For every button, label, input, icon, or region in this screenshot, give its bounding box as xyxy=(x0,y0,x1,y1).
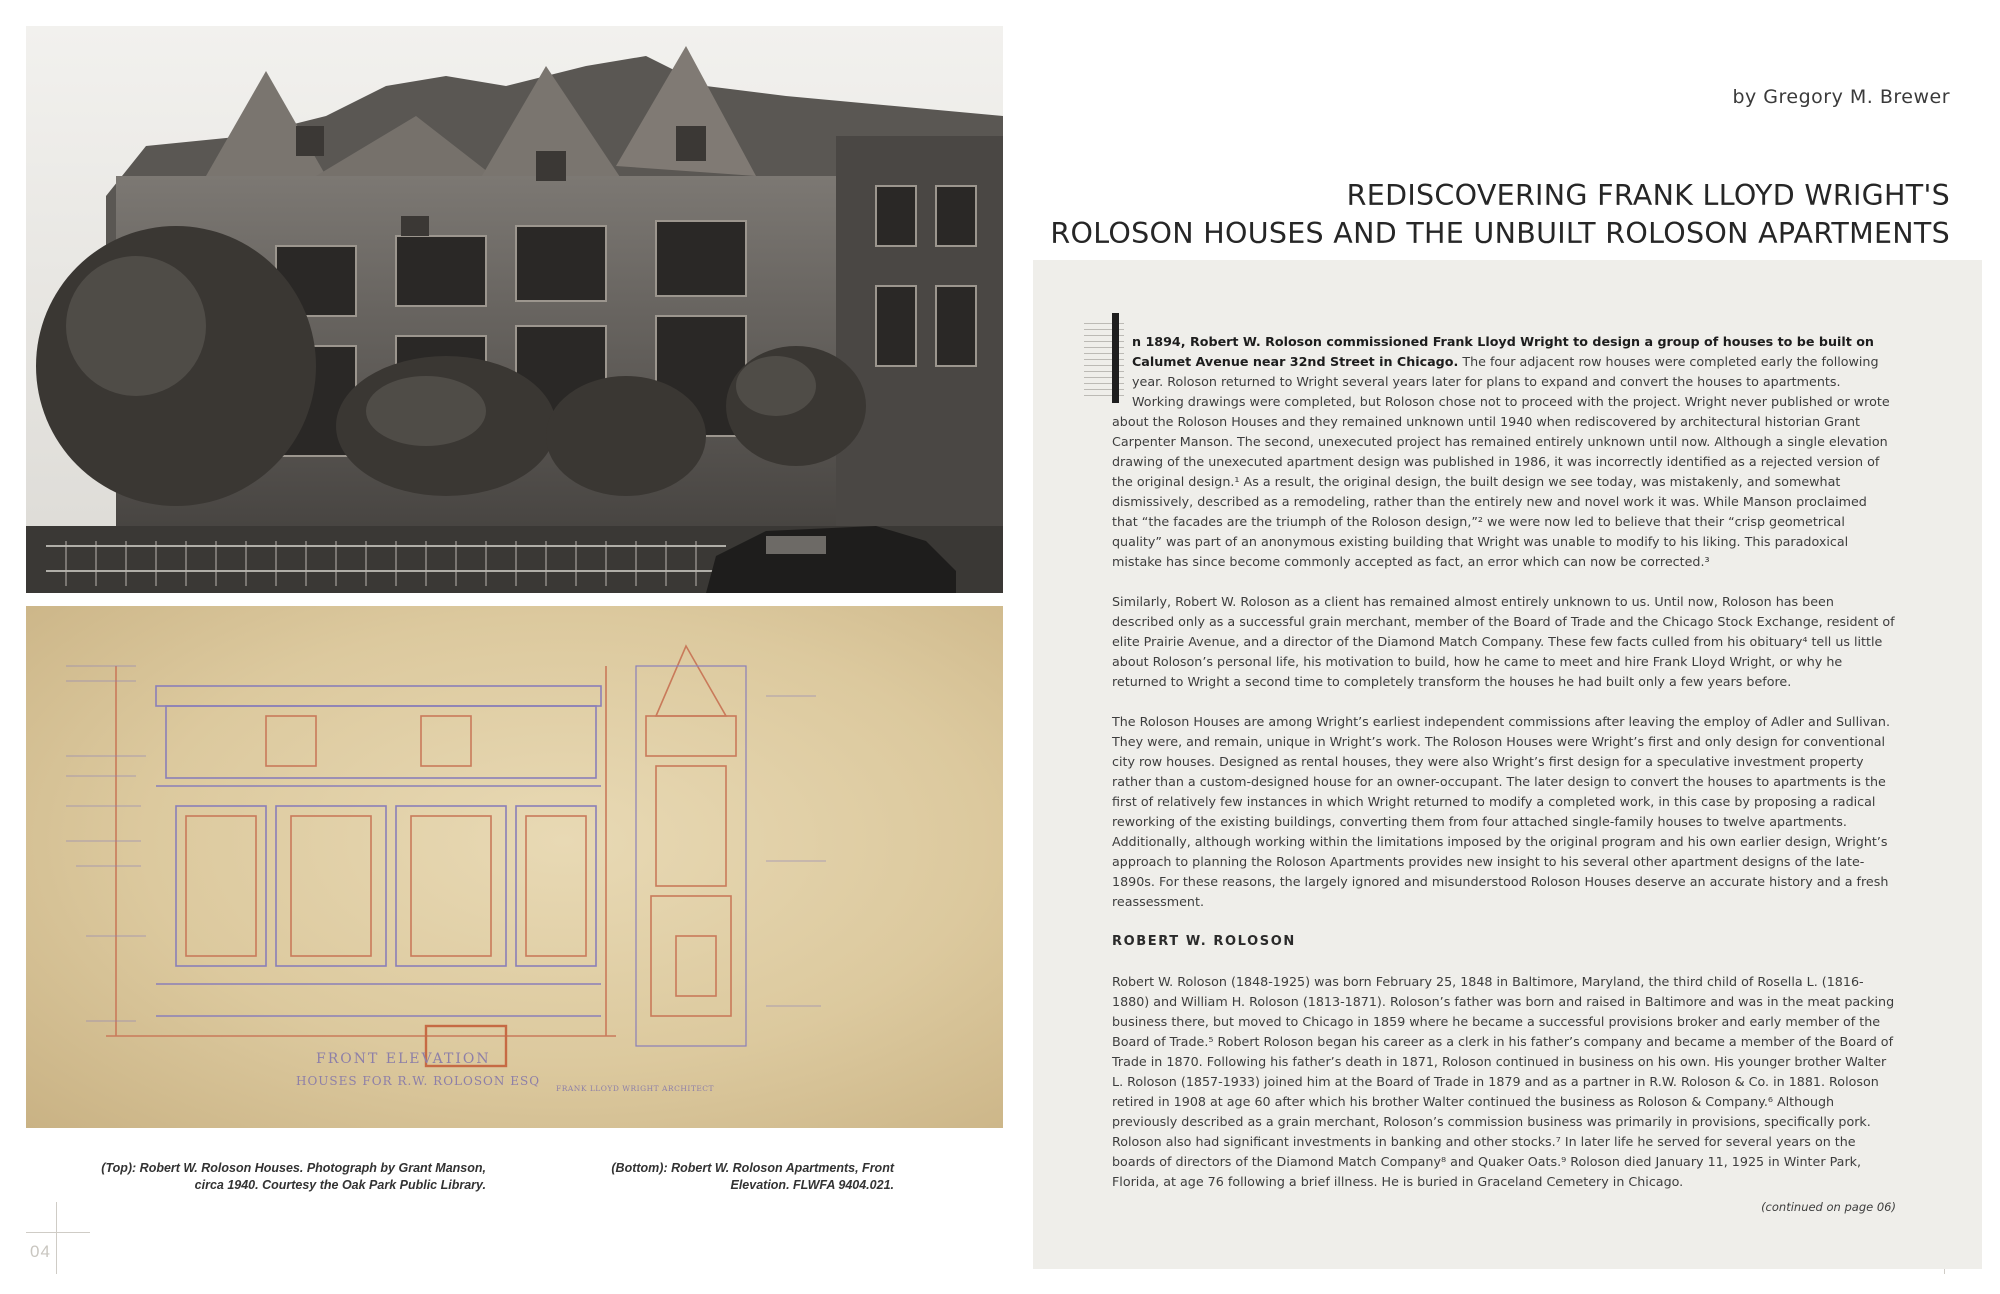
paragraph-4: Robert W. Roloson (1848-1925) was born February 25, 1848 in Baltimore, Maryland, the third child of Rosella L. (1816-1880) and William H. Roloson (1813-1871). Roloson’s father was born and raised in Baltimore and was in the meat packing business there, but moved to Chicago in 1859 where he became a successful provisions broker and early member of the Board of Trade.⁵ Robert Roloson began his career as a clerk in his father’s company and became a member of the Board of Trade in 1870. Following his father’s death in 1871, Roloson continued in business on his own. His younger brother Walter L. Roloson (1857-1933) joined him at the Board of Trade in 1879 and as a partner in R.W. Roloson & Co. in 1881. Roloson retired in 1908 at age 60 after which his brother Walter continued the business as Roloson & Company.⁶ Although previously described as a grain merchant, Roloson’s commission business was primarily in provisions, specifically pork. Roloson also had significant investments in banking and other stocks.⁷ In later life he served for several years on the boards of directors of the Diamond Match Company⁸ and Quaker Oats.⁹ Roloson died January 11, 1925 in Winter Park, Florida, at age 76 following a brief illness. He is buried in Graceland Cemetery in Chicago. xyxy=(1112,974,1895,1189)
intro-indented-block xyxy=(1112,332,1896,412)
roloson-houses-photograph xyxy=(26,26,1003,593)
intro-paragraph xyxy=(1112,332,1896,572)
article-body xyxy=(1112,332,1896,1212)
drawing-title-houses-for: HOUSES FOR R.W. ROLOSON ESQ xyxy=(296,1074,541,1088)
intro-lead-text: n 1894, Robert W. Roloson commissioned Frank Lloyd Wright to design a group of houses to be built on Calumet Avenue near 32nd Street in Chicago. xyxy=(1132,334,1874,369)
photograph-illustration xyxy=(26,26,1003,593)
page-number-left: 04 xyxy=(30,1242,51,1261)
drawing-title-front-elevation: FRONT ELEVATION xyxy=(316,1051,491,1067)
article-title-line-2: ROLOSON HOUSES AND THE UNBUILT ROLOSON APARTMENTS xyxy=(1050,217,1950,250)
drawing-architect-label: FRANK LLOYD WRIGHT ARCHITECT xyxy=(556,1084,715,1093)
author-byline: by Gregory M. Brewer xyxy=(1732,86,1950,108)
article-title xyxy=(1050,177,1950,253)
crop-mark-left-horizontal xyxy=(26,1232,90,1233)
caption-top-photo: (Top): Robert W. Roloson Houses. Photograph by Grant Manson, circa 1940. Courtesy the Oak Park Public Library. xyxy=(101,1161,486,1192)
front-elevation-drawing xyxy=(26,606,1003,1128)
intro-indented-text: The four adjacent row houses were completed early the following year. Roloson returned to Wright several years later for plans to expand and convert the houses to apartments. Working drawings were completed, but Roloson chose not to proceed with the project. Wright never published or wrote xyxy=(1132,354,1890,409)
paragraph-2: Similarly, Robert W. Roloson as a client has remained almost entirely unknown to us. Until now, Roloson has been described only as a successful grain merchant, member of the Board of Trade and the Chicago Stock Exchange, resident of elite Prairie Avenue, and a director of the Diamond Match Company. These few facts culled from his obituary⁴ tell us little about Roloson’s personal life, his motivation to build, how he came to meet and hire Frank Lloyd Wright, or why he returned to Wright a second time to completely transform the houses he had built only a few years before. xyxy=(1112,594,1895,689)
section-heading: ROBERT W. ROLOSON xyxy=(1112,934,1296,949)
intro-continuation-text: about the Roloson Houses and they remained unknown until 1940 when rediscovered by architectural historian Grant Carpenter Manson. The second, unexecuted project has remained entirely unknown until now. Although a single elevation drawing of the unexecuted apartment design was published in 1986, it was incorrectly identified as a rejected version of the original design.¹ As a result, the original design, the built design we see today, was mistakenly, and somewhat dismissively, described as a remodeling, rather than the entirely new and novel work it was. While Manson proclaimed that “the facades are the triumph of the Roloson design,”² we were now led to believe that their “crisp geometrical quality” was part of an anonymous existing building that Wright was unable to modify to his liking. This paradoxical mistake has since become commonly accepted as fact, an error which can now be corrected.³ xyxy=(1112,414,1888,569)
caption-bottom-drawing: (Bottom): Robert W. Roloson Apartments, Front Elevation. FLWFA 9404.021. xyxy=(611,1161,894,1192)
article-title-line-1: REDISCOVERING FRANK LLOYD WRIGHT'S xyxy=(1346,179,1950,212)
crop-mark-left-vertical xyxy=(56,1202,57,1274)
paragraph-3: The Roloson Houses are among Wright’s earliest independent commissions after leaving the employ of Adler and Sullivan. They were, and remain, unique in Wright’s work. The Roloson Houses were Wright’s first and only design for conventional city row houses. Designed as rental houses, they were also Wright’s first design for a speculative investment property rather than a custom-designed house for an owner-occupant. The later design to convert the houses to apartments is the first of relatively few instances in which Wright returned to modify a completed work, in this case by proposing a radical reworking of the existing buildings, converting them from four attached single-family houses to twelve apartments. Additionally, although working within the limitations imposed by the original program and his own earlier design, Wright’s approach to planning the Roloson Apartments provides new insight to his several other apartment designs of the late-1890s. For these reasons, the largely ignored and misunderstood Roloson Houses deserve an accurate history and a fresh reassessment. xyxy=(1112,714,1890,909)
drawing-illustration xyxy=(26,606,1003,1128)
continued-note: (continued on page 06) xyxy=(1761,1200,1896,1214)
